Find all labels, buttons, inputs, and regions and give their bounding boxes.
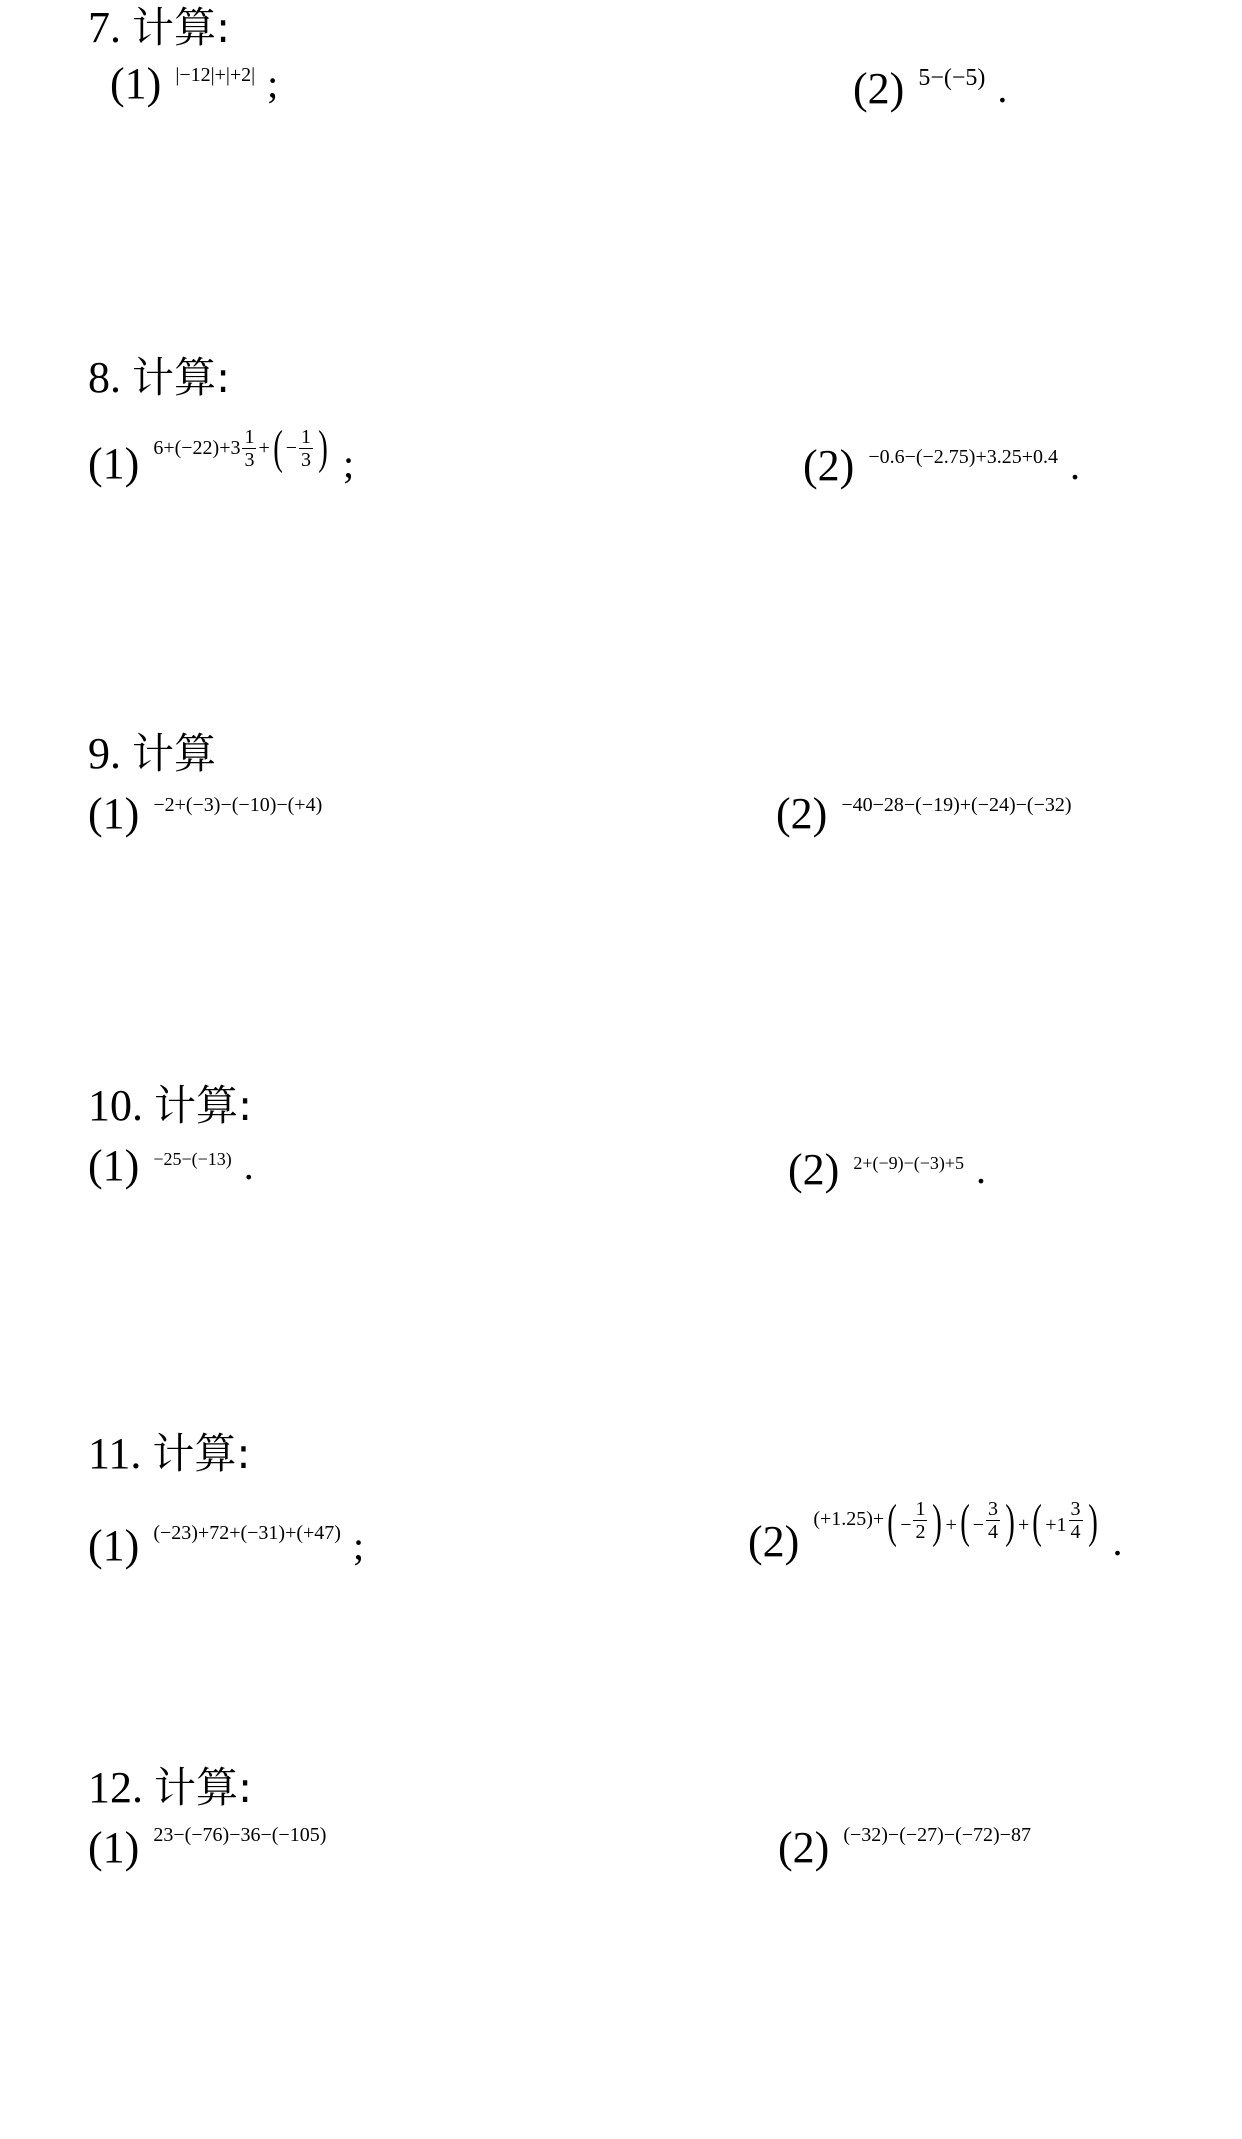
fraction: $\frac{3}{4}$ [988, 1498, 998, 1543]
part-label: (2) [748, 1517, 800, 1566]
part-label: (1) [88, 439, 140, 488]
problem-10-part-2 [788, 1136, 986, 1196]
part-label: (2) [853, 64, 905, 113]
problem-10-part-1 [88, 1132, 254, 1192]
problem-12-part-1 [88, 1814, 326, 1874]
problem-title: 计算: [154, 1763, 253, 1812]
math-expression: 6+(−22)+3 $\frac{1}{3}$ + ( − $\frac{1}{3}$ ) [153, 421, 328, 474]
problem-11-heading [88, 1428, 251, 1480]
problem-12-heading [88, 1762, 252, 1814]
problem-8-part-2 [803, 432, 1080, 492]
problem-number: 7. [88, 3, 121, 52]
punctuation: ; [352, 1523, 365, 1568]
punctuation: ; [343, 441, 355, 486]
math-expression: (−32)−(−27)−(−72)−87 [843, 1824, 1031, 1846]
problem-10-heading [88, 1080, 252, 1132]
problem-number: 9. [88, 729, 121, 778]
punctuation: . [1112, 1519, 1123, 1564]
fraction: $\frac{1}{3}$ [301, 425, 312, 471]
problem-title: 计算: [132, 3, 231, 52]
problem-number: 12. [88, 1763, 143, 1812]
problem-9-part-2 [776, 780, 1072, 840]
punctuation: . [997, 66, 1008, 111]
fraction: $\frac{3}{4}$ [1070, 1498, 1081, 1543]
punctuation: . [1070, 443, 1081, 488]
part-label: (1) [110, 59, 162, 108]
math-expression: −40−28−(−19)+(−24)−(−32) [841, 794, 1072, 816]
math-expression: −2+(−3)−(−10)−(+4) [153, 794, 323, 816]
expr-prefix: 6+(−22)+3 [153, 437, 241, 459]
part-label: (1) [88, 789, 140, 838]
math-expression: 23−(−76)−36−(−105) [153, 1824, 327, 1846]
problem-8-heading [88, 352, 230, 404]
part-label: (2) [788, 1145, 840, 1194]
punctuation: ; [267, 61, 279, 106]
problem-title: 计算 [132, 729, 217, 778]
part-label: (1) [88, 1141, 140, 1190]
part-label: (1) [88, 1521, 140, 1570]
fraction: $\frac{1}{2}$ [915, 1498, 926, 1543]
problem-title: 计算: [152, 1429, 251, 1478]
math-expression: 2+(−9)−(−3)+5 [853, 1153, 965, 1173]
math-expression: 5−(−5) [918, 65, 986, 91]
part-label: (1) [88, 1823, 140, 1872]
part-label: (2) [776, 789, 828, 838]
problem-9-part-1 [88, 780, 322, 840]
problem-number: 11. [88, 1429, 142, 1478]
math-expression: −0.6−(−2.75)+3.25+0.4 [868, 446, 1059, 468]
problem-number: 8. [88, 353, 121, 402]
punctuation: . [976, 1147, 987, 1192]
problem-11-part-1 [88, 1512, 364, 1572]
math-expression: −25−(−13) [153, 1149, 232, 1169]
math-expression: (+1.25)+ ( − $\frac{1}{2}$ ) + ( − $\frac{3}{4}$ ) + ( +1 $\frac{3}{4}$ ) [813, 1495, 1098, 1548]
problem-7-heading [88, 2, 230, 54]
part-label: (2) [778, 1823, 830, 1872]
problem-12-part-2 [778, 1814, 1031, 1874]
fraction: $\frac{1}{3}$ [244, 425, 255, 471]
problem-11-part-2 [748, 1496, 1123, 1568]
punctuation: . [243, 1143, 254, 1188]
math-expression: |−12|+|+2| [175, 64, 256, 86]
expr-prefix: (+1.25)+ [813, 1508, 885, 1530]
math-expression: (−23)+72+(−31)+(+47) [153, 1522, 341, 1544]
problem-number: 10. [88, 1081, 143, 1130]
problem-title: 计算: [154, 1081, 253, 1130]
problem-8-part-1 [88, 420, 354, 490]
problem-7-part-2 [853, 55, 1007, 115]
part-label: (2) [803, 441, 855, 490]
problem-9-heading [88, 728, 216, 780]
problem-7-part-1 [110, 50, 278, 110]
problem-title: 计算: [132, 353, 231, 402]
